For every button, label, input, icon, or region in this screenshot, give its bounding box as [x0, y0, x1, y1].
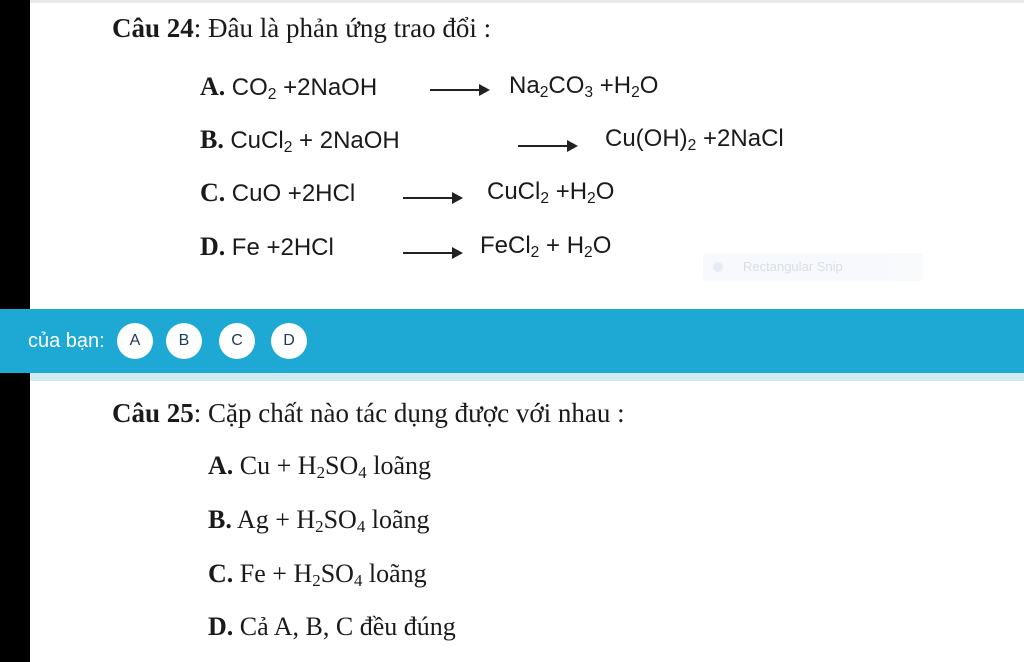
snip-tool-icon — [713, 262, 723, 272]
q24-option-b — [200, 125, 784, 156]
question-25-title — [112, 398, 625, 429]
equation-products: CuCl$_2$ $+H_2O$ — [487, 178, 615, 207]
question-24-title — [112, 13, 491, 44]
option-letter: B. — [208, 505, 232, 534]
equation-reactants: CuO +2HCl — [231, 180, 356, 207]
q24-option-a — [200, 72, 659, 103]
answer-label: của bạn: — [28, 330, 105, 352]
equation-reactants: CuCl$_2$ + 2NaOH — [230, 127, 400, 156]
answer-bar — [0, 309, 1024, 373]
q25-option-d — [208, 612, 456, 642]
equation-products: $Na_2CO_3 +H_2O$ — [509, 72, 659, 101]
q25-option-a — [208, 451, 431, 481]
answer-button-b[interactable]: B — [166, 323, 202, 359]
equation-products: $Cu(OH)_2$ +2NaCl — [605, 125, 784, 154]
reaction-arrow — [403, 252, 461, 254]
answer-bar-divider — [30, 373, 1024, 381]
q25-option-b — [208, 505, 430, 535]
reaction-arrow — [403, 197, 461, 199]
snip-tool-overlay — [703, 253, 923, 281]
option-letter: C. — [200, 178, 226, 207]
question-25-number: Câu 25 — [112, 398, 194, 428]
question-25-text: : Cặp chất nào tác dụng được với nhau : — [193, 398, 625, 428]
option-letter: A. — [208, 451, 234, 480]
answer-button-d[interactable]: D — [271, 323, 307, 359]
option-text: $Ag + H_2SO_4$ loãng — [236, 505, 430, 537]
option-letter: A. — [200, 72, 226, 101]
option-letter: D. — [208, 612, 234, 641]
option-text: $Fe + H_2SO_4$ loãng — [239, 559, 427, 591]
answer-button-c[interactable]: C — [219, 323, 255, 359]
q24-option-c — [200, 178, 615, 208]
option-letter: C. — [208, 559, 234, 588]
reaction-arrow — [518, 145, 576, 147]
q25-option-c — [208, 559, 427, 589]
equation-products: FeCl$_2$ + $H_2O$ — [480, 232, 612, 261]
snip-tool-label: Rectangular Snip — [743, 259, 843, 274]
equation-reactants: Fe +2HCl — [231, 234, 334, 261]
reaction-arrow — [430, 89, 488, 91]
question-24-number: Câu 24 — [112, 13, 194, 43]
option-text: $Cu + H_2SO_4$ loãng — [239, 451, 431, 483]
q24-option-d — [200, 232, 612, 262]
question-24-text: : Đâu là phản ứng trao đổi : — [193, 13, 492, 43]
option-letter: B. — [200, 125, 224, 154]
option-letter: D. — [200, 232, 226, 261]
top-divider — [30, 0, 1024, 3]
answer-button-a[interactable]: A — [117, 323, 153, 359]
option-text: Cả A, B, C đều đúng — [239, 612, 456, 641]
equation-reactants: $CO_2$ +2NaOH — [231, 74, 378, 103]
